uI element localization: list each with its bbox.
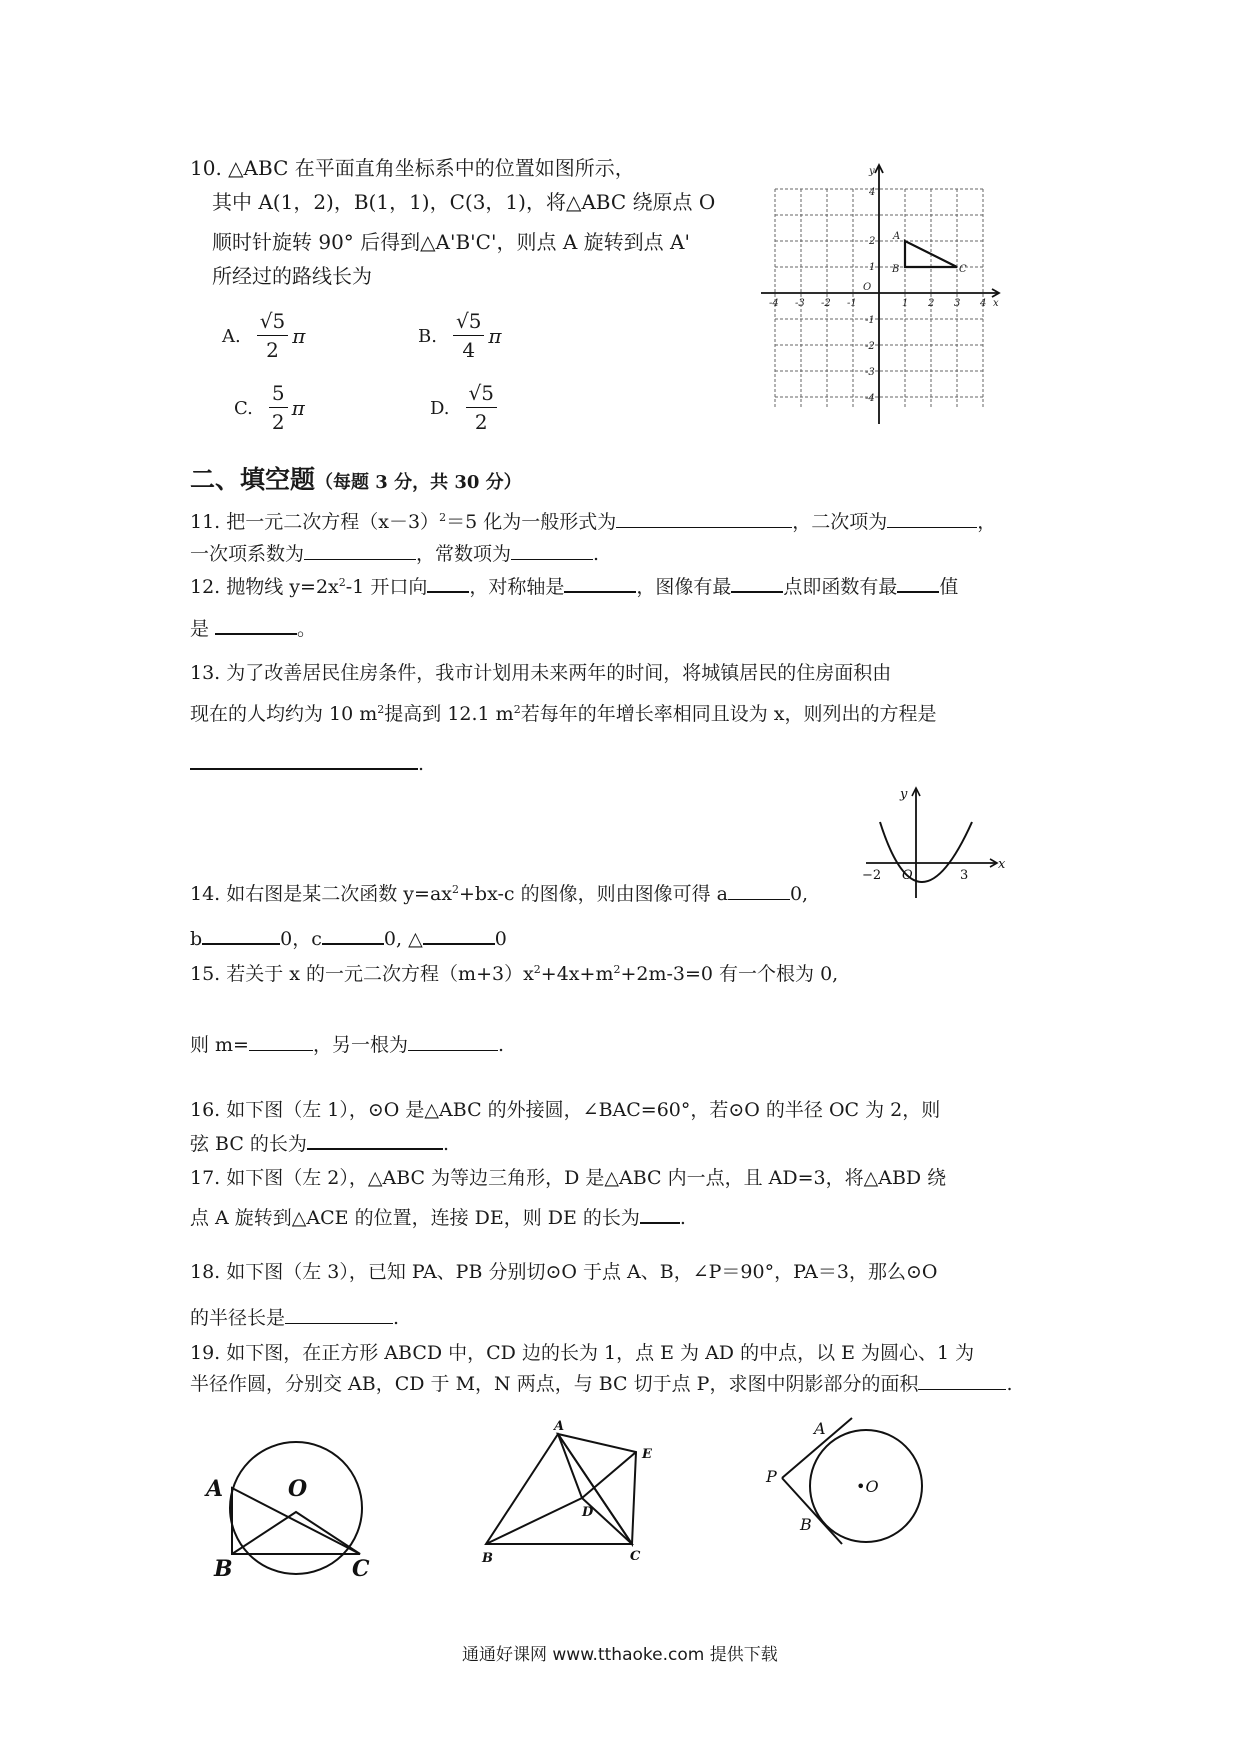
- q14-text-6: 0, △: [383, 928, 423, 950]
- option-b-den: 4: [462, 338, 476, 362]
- q10-line1: [190, 158, 635, 178]
- q19-shaded-area-blank[interactable]: [918, 1389, 1006, 1390]
- q15-text-3: +2m-3=0 有一个根为 0,: [620, 963, 839, 985]
- q10-number: 10.: [190, 156, 222, 180]
- q14-discriminant-blank[interactable]: [423, 943, 495, 945]
- q18-radius-blank[interactable]: [285, 1323, 393, 1324]
- q11-text-7: .: [593, 543, 600, 565]
- q12-text-8: 。: [297, 618, 317, 640]
- q15-line1: [190, 965, 838, 984]
- q13-line1: 13. 为了改善居民住房条件，我市计划用未来两年的时间，将城镇居民的住房面积由: [190, 662, 892, 684]
- figure-2-rotation: [470, 1418, 660, 1568]
- tangent-pb: [782, 1478, 842, 1544]
- q14-c-blank[interactable]: [322, 943, 384, 945]
- q10-line2: 其中 A(1，2)，B(1，1)，C(3，1)，将△ABC 绕原点 O: [212, 190, 716, 214]
- q11-constant-term-blank[interactable]: [511, 559, 593, 560]
- label-c: C: [630, 1549, 641, 1564]
- option-a-num: √5: [257, 310, 288, 336]
- q10-line3: 顺时针旋转 90° 后得到△A'B'C'，则点 A 旋转到点 A': [212, 230, 690, 254]
- q10-option-d[interactable]: [430, 382, 499, 434]
- y-tick: -3: [865, 367, 875, 378]
- q11-quadratic-term-blank[interactable]: [887, 527, 977, 528]
- option-a-den: 2: [266, 338, 279, 362]
- q14-b-blank[interactable]: [202, 943, 280, 945]
- q11-text-1: 11. 把一元二次方程（x－3）: [190, 511, 440, 533]
- q11-text-5: 一次项系数为: [190, 543, 305, 565]
- option-c-tail: π: [291, 396, 305, 420]
- q10-text-1: △ABC 在平面直角坐标系中的位置如图所示，: [228, 156, 635, 180]
- x-label: x: [998, 857, 1006, 872]
- q15-m-blank[interactable]: [249, 1050, 313, 1051]
- q15-other-root-blank[interactable]: [408, 1050, 498, 1051]
- label-a: A: [814, 1419, 826, 1438]
- option-d-fraction: [466, 382, 497, 434]
- q15-text-4: 则 m=: [190, 1034, 249, 1056]
- option-a-fraction: [257, 310, 288, 362]
- q12-text-4: ，图像有最: [636, 576, 732, 598]
- point-b-label: B: [892, 264, 900, 275]
- option-b-tail: π: [488, 324, 502, 348]
- x-tick: -4: [769, 298, 779, 309]
- q13-line2: [190, 705, 936, 724]
- label-o: •O: [856, 1477, 879, 1496]
- triangle-ace: [558, 1434, 636, 1544]
- point-c-label: C: [959, 264, 967, 275]
- q11-text-2: ＝5 化为一般形式为: [446, 511, 617, 533]
- label-o: O: [288, 1476, 308, 1502]
- q14-exponent: 2: [452, 883, 459, 896]
- q16-bc-blank[interactable]: [307, 1148, 443, 1150]
- q14-text-2: +bx-c 的图像，则由图像可得 a: [459, 883, 728, 905]
- x-tick: -2: [821, 298, 831, 309]
- q13-text-2a: 现在的人均约为 10 m: [190, 703, 378, 725]
- q15-line2: [190, 1036, 504, 1055]
- q12-opening-blank[interactable]: [427, 591, 469, 593]
- q14-a-blank[interactable]: [728, 899, 790, 900]
- q11-text-3: ，二次项为: [792, 511, 888, 533]
- q12-text-2: -1 开口向: [345, 576, 428, 598]
- label-b: B: [214, 1556, 233, 1582]
- origin-label: O: [902, 868, 913, 883]
- x-axis-label: x: [993, 298, 999, 309]
- q16-line1: 16. 如下图（左 1），⊙O 是△ABC 的外接圆，∠BAC=60°，若⊙O 的半径 OC 为 2，则: [190, 1099, 941, 1121]
- q11-line1: [190, 513, 996, 532]
- q12-exponent: 2: [338, 576, 346, 589]
- q16-line2: [190, 1135, 449, 1154]
- q19-line2: [190, 1375, 1013, 1394]
- x-tick: 1: [902, 298, 909, 309]
- q12-text-6: 值: [939, 576, 959, 598]
- point-a-label: A: [893, 231, 901, 242]
- label-b: B: [482, 1551, 493, 1566]
- axes: [761, 165, 999, 424]
- q18-line2: [190, 1309, 399, 1328]
- q19-line1: 19. 如下图，在正方形 ABCD 中，CD 边的长为 1，点 E 为 AD 的中点，以 E 为圆心、1 为: [190, 1342, 975, 1364]
- q13-text-2c: 若每年的年增长率相同且设为 x，则列出的方程是: [520, 703, 937, 725]
- figure-1-circumcircle: [200, 1432, 380, 1582]
- y-label: y: [900, 787, 908, 802]
- q14-text-7: 0: [494, 928, 507, 950]
- q14-text-1: 14. 如右图是某二次函数 y=ax: [190, 883, 452, 905]
- label-p: P: [766, 1467, 777, 1486]
- q15-text-1: 15. 若关于 x 的一元二次方程（m+3）x: [190, 963, 534, 985]
- y-tick: 4: [869, 187, 876, 198]
- q14-line1: [190, 885, 808, 904]
- q17-de-blank[interactable]: [640, 1222, 680, 1224]
- q12-extreme-value-blank[interactable]: [215, 633, 297, 635]
- q18-end: .: [393, 1307, 400, 1329]
- q17-line1: 17. 如下图（左 2），△ABC 为等边三角形，D 是△ABC 内一点，且 AD=3，将△ABD 绕: [190, 1167, 947, 1189]
- q17-text-2: 点 A 旋转到△ACE 的位置，连接 DE，则 DE 的长为: [190, 1207, 640, 1229]
- q12-line1: [190, 578, 958, 597]
- page-footer: 通通好课网 www.tthaoke.com 提供下载: [462, 1645, 778, 1665]
- q13-end: .: [418, 753, 425, 775]
- q17-line2: [190, 1209, 686, 1228]
- left-root-label: −2: [862, 868, 882, 883]
- q14-line2: [190, 930, 507, 949]
- q10-option-c[interactable]: [234, 382, 305, 434]
- right-root-label: 3: [960, 868, 969, 883]
- option-b-label: B.: [418, 325, 437, 347]
- x-tick: 2: [928, 298, 935, 309]
- y-tick: -2: [865, 341, 875, 352]
- q12-point-type-blank[interactable]: [731, 591, 783, 593]
- q15-exponent-1: 2: [533, 963, 541, 976]
- q11-line2: [190, 545, 599, 564]
- q13-exponent-2: 2: [513, 703, 521, 716]
- q14-parabola-graph: [858, 782, 1008, 902]
- option-a-tail: π: [292, 324, 306, 348]
- option-c-label: C.: [234, 397, 253, 419]
- q13-exponent-1: 2: [377, 703, 385, 716]
- q11-exponent: 2: [439, 511, 447, 524]
- option-c-den: 2: [271, 410, 285, 434]
- option-c-num: 5: [269, 382, 288, 408]
- q11-text-4: ，: [977, 511, 997, 533]
- q10-option-b[interactable]: [418, 310, 502, 362]
- q12-text-5: 点即函数有最: [783, 576, 898, 598]
- q19-end: .: [1006, 1373, 1013, 1395]
- section-title: 二、填空题: [190, 465, 316, 494]
- q10-line4: 所经过的路线长为: [212, 264, 372, 288]
- q14-text-5: 0，c: [280, 928, 322, 950]
- q12-line2: [190, 620, 316, 639]
- q14-text-4: b: [190, 928, 203, 950]
- x-tick: -3: [795, 298, 805, 309]
- y-tick: -1: [865, 315, 875, 326]
- q18-line1: 18. 如下图（左 3），已知 PA、PB 分别切⊙O 于点 A、B，∠P＝90°，PA＝3，那么⊙O: [190, 1261, 938, 1283]
- q15-exponent-2: 2: [613, 963, 621, 976]
- segment-de: [582, 1452, 636, 1498]
- q12-text-7: 是: [190, 618, 210, 640]
- label-c: C: [352, 1556, 370, 1582]
- label-a: A: [206, 1476, 224, 1502]
- q12-axis-blank[interactable]: [564, 591, 636, 593]
- section-heading: [190, 460, 522, 496]
- q13-answer-line: [190, 748, 424, 774]
- x-tick: 4: [980, 298, 987, 309]
- q11-general-form-blank[interactable]: [616, 527, 792, 528]
- q10-option-a[interactable]: [222, 310, 305, 362]
- q16-text-2: 弦 BC 的长为: [190, 1133, 307, 1155]
- q13-equation-blank[interactable]: [190, 748, 418, 770]
- option-d-label: D.: [430, 397, 450, 419]
- option-d-num: √5: [466, 382, 497, 408]
- parabola-curve: [880, 822, 972, 882]
- segments-ad-bd-cd: [486, 1434, 582, 1544]
- triangle-abc: [486, 1434, 632, 1544]
- label-b: B: [800, 1515, 812, 1534]
- y-tick: 1: [869, 262, 876, 273]
- figure-3-tangents: [758, 1412, 938, 1562]
- q16-end: .: [442, 1133, 449, 1155]
- q11-linear-coefficient-blank[interactable]: [304, 559, 416, 560]
- q10-coordinate-grid: [755, 162, 1005, 432]
- origin-label: O: [863, 282, 872, 293]
- q13-text-2b: 提高到 12.1 m: [384, 703, 514, 725]
- label-d: D: [582, 1505, 594, 1520]
- option-b-fraction: [453, 310, 484, 362]
- q15-text-6: .: [498, 1034, 505, 1056]
- section-note: （每题 3 分，共 30 分）: [315, 472, 522, 493]
- q18-text-2: 的半径长是: [190, 1307, 286, 1329]
- q14-text-3: 0,: [789, 883, 809, 905]
- q17-end: .: [679, 1207, 686, 1229]
- q12-value-type-blank[interactable]: [897, 591, 939, 593]
- option-a-label: A.: [222, 325, 241, 347]
- q12-text-3: ，对称轴是: [469, 576, 565, 598]
- label-e: E: [642, 1447, 652, 1462]
- q15-text-5: ，另一根为: [312, 1034, 408, 1056]
- y-tick: -4: [865, 393, 875, 404]
- option-d-den: 2: [474, 410, 488, 434]
- q12-text-1: 12. 抛物线 y=2x: [190, 576, 339, 598]
- label-a: A: [554, 1419, 565, 1434]
- y-axis-label: y: [869, 166, 875, 177]
- q19-text-2: 半径作圆，分别交 AB，CD 于 M，N 两点，与 BC 切于点 P，求图中阴影部分的面积: [190, 1373, 919, 1395]
- q15-text-2: +4x+m: [540, 963, 614, 985]
- q11-text-6: ，常数项为: [416, 543, 512, 565]
- y-tick: 2: [869, 236, 876, 247]
- option-b-num: √5: [453, 310, 484, 336]
- option-c-fraction: [269, 382, 288, 434]
- radii-ob-oc: [232, 1512, 360, 1554]
- x-tick: -1: [847, 298, 857, 309]
- x-tick: 3: [954, 298, 961, 309]
